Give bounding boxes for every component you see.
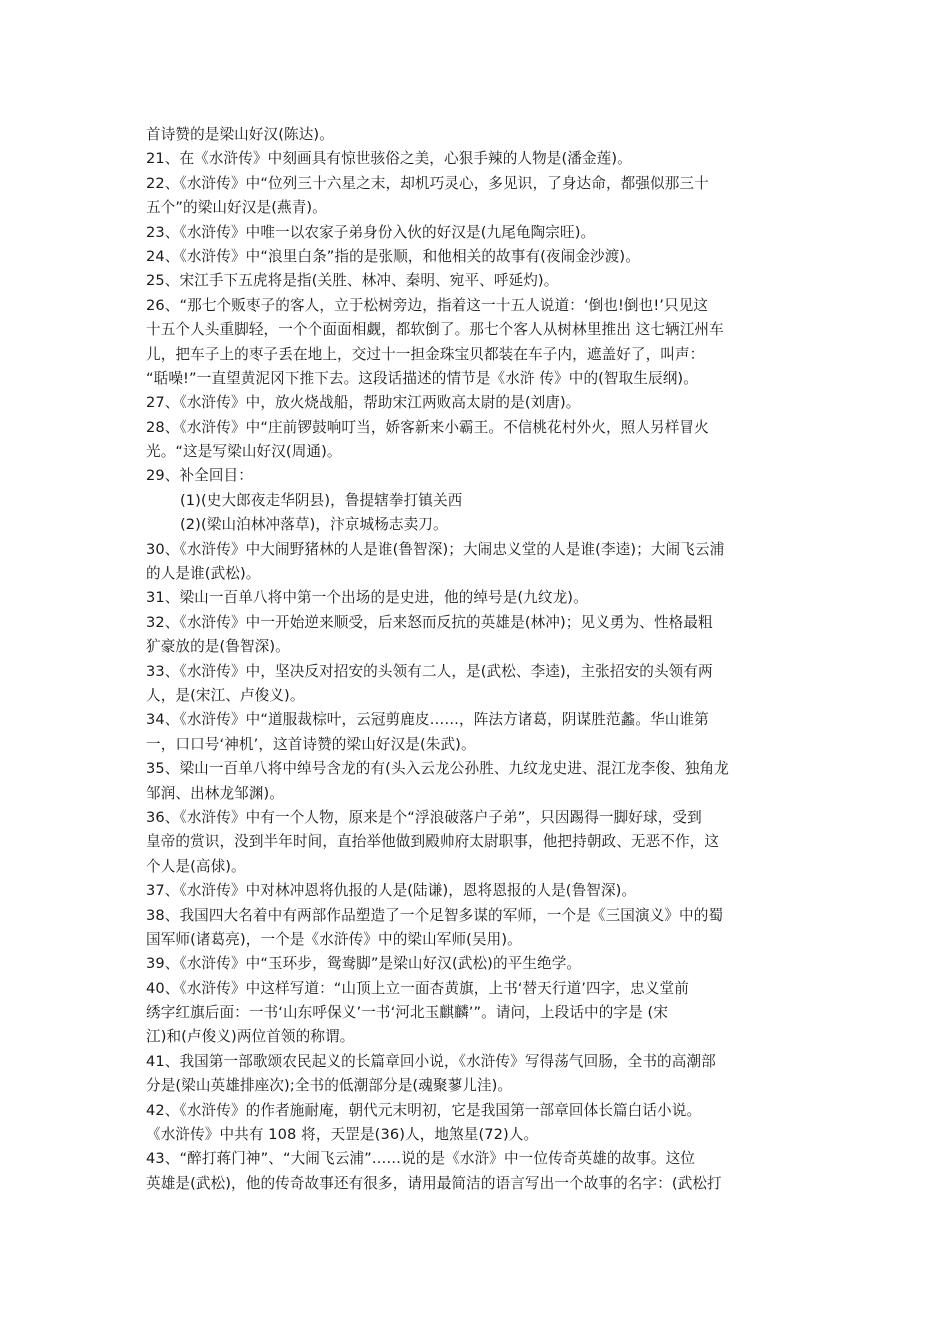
text-line: 儿，把车子上的枣子丢在地上，交过十一担金珠宝贝都装在车子内，遮盖好了，叫声： — [146, 345, 705, 363]
text-line: 英雄是(武松)，他的传奇故事还有很多，请用最简洁的语言写出一个故事的名字：(武松打 — [146, 1174, 722, 1192]
text-line: 26、“那七个贩枣子的客人，立于松树旁边，指着这一十五人说道：‘倒也!倒也!’只见这 — [146, 296, 709, 314]
text-line: 30、《水浒传》中大闹野猪林的人是谁(鲁智深)；大闹忠义堂的人是谁(李逵)；大闹飞云浦 — [146, 540, 725, 558]
text-line: (2)(梁山泊林冲落草)，汴京城杨志卖刀。 — [180, 516, 448, 534]
text-line: 40、《水浒传》中这样写道：“山顶上立一面杏黄旗，上书‘替天行道’四字，忠义堂前 — [146, 979, 689, 997]
text-line: (1)(史大郎夜走华阴县)，鲁提辖拳打镇关西 — [180, 491, 463, 509]
text-line: 24、《水浒传》中“浪里白条”指的是张顺，和他相关的故事有(夜闹金沙渡)。 — [146, 247, 640, 265]
text-line: 《水浒传》中共有 108 将，天罡是(36)人，地煞星(72)人。 — [146, 1126, 539, 1144]
text-line: “聒噪!”一直望黄泥冈下推下去。这段话描述的情节是《水浒 传》中的(智取生辰纲)。 — [146, 369, 698, 387]
text-line: 21、在《水浒传》中刻画具有惊世骇俗之美，心狠手辣的人物是(潘金莲)。 — [146, 150, 632, 168]
text-line: 39、《水浒传》中“玉环步，鸳鸯脚”是梁山好汉(武松)的平生绝学。 — [146, 955, 582, 973]
text-line: 29、补全回目： — [146, 467, 253, 485]
text-line: 分是(梁山英雄排座次);全书的低潮部分是(魂聚蓼儿洼)。 — [146, 1077, 513, 1095]
text-line: 25、宋江手下五虎将是指(关胜、林冲、秦明、宛平、呼延灼)。 — [146, 272, 559, 290]
text-line: 人，是(宋江、卢俊义)。 — [146, 686, 305, 704]
text-line: 犷豪放的是(鲁智深)。 — [146, 638, 290, 656]
text-line: 41、我国第一部歌颂农民起义的长篇章回小说，《水浒传》写得荡气回肠，全书的高潮部 — [146, 1052, 716, 1070]
text-line: 十五个人头重脚轻，一个个面面相觑，都软倒了。那七个客人从树林里推出 这七辆江州车 — [146, 321, 724, 339]
text-line: 22、《水浒传》中“位列三十六星之末，却机巧灵心，多见识，了身达命，都强似那三十 — [146, 174, 709, 192]
text-line: 31、梁山一百单八将中第一个出场的是史进，他的绰号是(九纹龙)。 — [146, 589, 588, 607]
text-line: 28、《水浒传》中“庄前锣鼓响叮当，娇客新来小霸王。不信桃花村外火，照人另样冒火 — [146, 418, 709, 436]
text-line: 国军师(诸葛亮)，一个是《水浒传》中的梁山军师(吴用)。 — [146, 930, 522, 948]
text-line: 35、梁山一百单八将中绰号含龙的有(头入云龙公孙胜、九纹龙史进、混江龙李俊、独角龙 — [146, 760, 729, 778]
text-line: 42、《水浒传》的作者施耐庵，朝代元末明初，它是我国第一部章回体长篇白话小说。 — [146, 1101, 702, 1119]
text-line: 33、《水浒传》中，坚决反对招安的头领有二人，是(武松、李逵)，主张招安的头领有两 — [146, 662, 713, 680]
text-line: 首诗赞的是梁山好汉(陈达)。 — [146, 126, 334, 143]
text-line: 邹润、出林龙邹渊)。 — [146, 784, 285, 802]
text-line: 23、《水浒传》中唯一以农家子弟身份入伙的好汉是(九尾龟陶宗旺)。 — [146, 223, 596, 241]
text-line: 43、“醉打蒋门神”、“大闹飞云浦”……说的是《水浒》中一位传奇英雄的故事。这位 — [146, 1150, 696, 1168]
text-line: 五个”的梁山好汉是(燕青)。 — [146, 199, 327, 217]
text-line: 27、《水浒传》中，放火烧战船，帮助宋江两败高太尉的是(刘唐)。 — [146, 394, 581, 412]
text-line: 38、我国四大名着中有两部作品塑造了一个足智多谋的军师，一个是《三国演义》中的蜀 — [146, 906, 724, 924]
text-line: 绣字红旗后面：一书‘山东呼保义’一书‘河北玉麒麟’”。请问，上段话中的字是 (宋 — [146, 1004, 669, 1022]
text-line: 一，口口号‘神机’，这首诗赞的梁山好汉是(朱武)。 — [146, 735, 476, 753]
text-line: 32、《水浒传》中一开始逆来顺受，后来怒而反抗的英雄是(林冲)；见义勇为、性格最粗 — [146, 613, 713, 631]
text-line: 个人是(高俅)。 — [146, 857, 246, 875]
text-line: 江)和(卢俊义)两位首领的称谓。 — [146, 1028, 355, 1046]
text-line: 37、《水浒传》中对林冲恩将仇报的人是(陆谦)，恩将恩报的人是(鲁智深)。 — [146, 882, 637, 900]
text-line: 34、《水浒传》中“道服裁棕叶，云冠剪鹿皮……，阵法方诸葛，阴谋胜范蠡。华山谁第 — [146, 711, 709, 729]
text-line: 光。“这是写梁山好汉(周通)。 — [146, 443, 342, 461]
text-line: 皇帝的赏识，没到半年时间，直抬举他做到殿帅府太尉职事，他把持朝政、无恶不作，这 — [146, 833, 720, 851]
document-body — [146, 123, 811, 1196]
text-line: 的人是谁(武松)。 — [146, 565, 261, 583]
text-line: 36、《水浒传》中有一个人物，原来是个“浮浪破落户子弟”，只因踢得一脚好球，受到 — [146, 808, 702, 826]
